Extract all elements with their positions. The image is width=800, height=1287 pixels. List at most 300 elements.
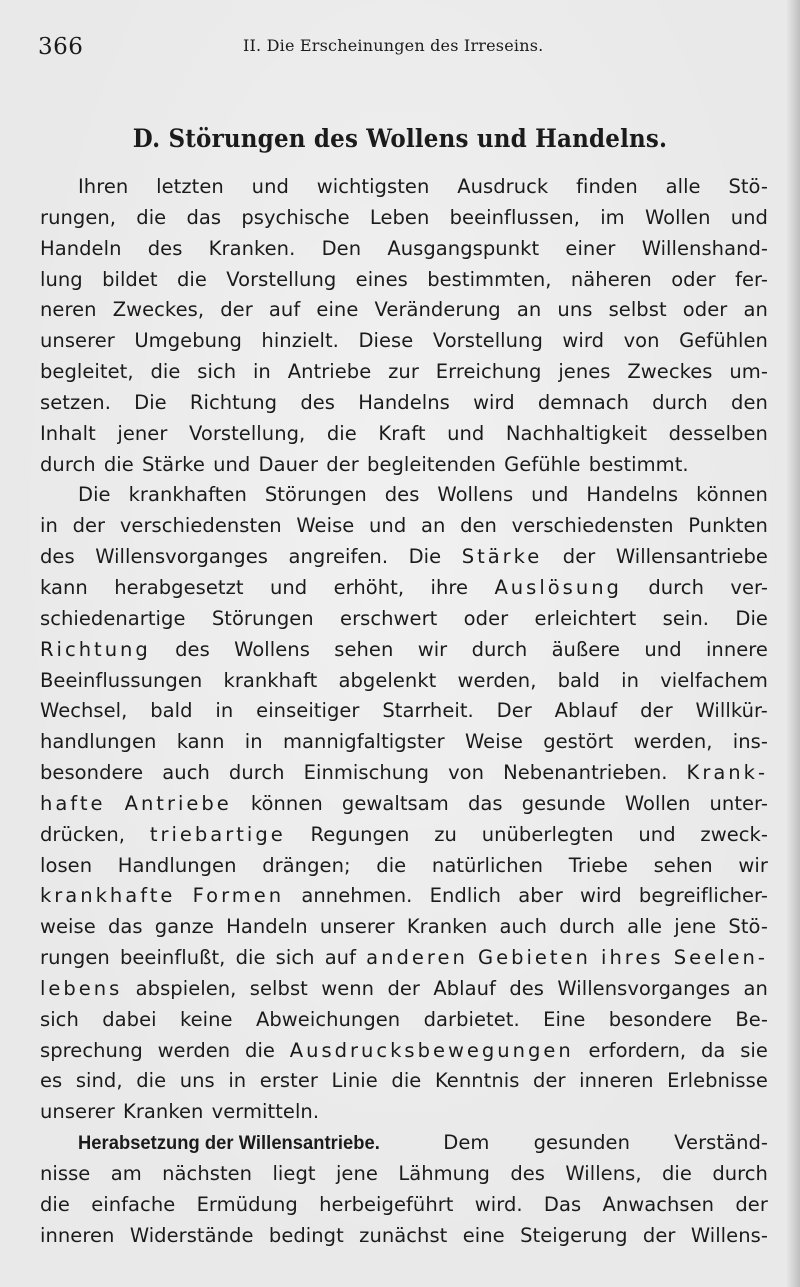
word: und [251,175,289,198]
word: vielfachem [660,668,768,692]
word: herabgesetzt [114,575,244,599]
text-line [40,357,768,388]
word: wir [738,853,768,877]
text-line [40,604,768,635]
word: können [250,791,323,815]
word: hafte [40,791,106,815]
word: gewaltsam [341,791,449,815]
word: lebens [40,976,123,1000]
word: die [150,360,181,384]
word: Krank- [686,761,768,785]
word: Verständ- [674,1131,768,1155]
word: sich [197,360,237,384]
text-line [40,1128,768,1159]
word: vermitteln. [211,1100,320,1124]
word: des [175,637,210,661]
body-text [40,172,768,1252]
text-line [40,1097,768,1128]
word: Antriebe [124,791,232,815]
word: der [220,298,253,322]
word: gesunden [533,1131,631,1155]
word: durch [712,1162,768,1185]
word: Gefühlen [679,329,768,353]
word: Zweckes, [112,298,205,322]
word: unserer [40,329,115,353]
word: wird [473,390,515,414]
word: begleitet, [40,360,134,384]
word: Kenntnis [434,1069,520,1093]
word: die [103,452,134,476]
word: zweck- [700,822,768,846]
word: Umgebung [134,329,242,353]
word: Formen [192,884,285,908]
word: durch [559,915,615,939]
word: an [743,298,768,322]
word: besondere [40,761,144,785]
word: an [743,976,768,1000]
word: werden, [633,730,713,754]
word: Steigerung [520,1223,628,1247]
word: nisse [40,1162,91,1185]
word: Wollens [437,483,514,507]
word: der [387,976,420,1000]
word: Regungen [310,822,410,846]
word: Handeln [40,236,122,260]
word: oder [463,606,509,630]
word: Beeinflussungen [40,668,203,692]
word: in [40,514,58,538]
word: erster [259,1069,318,1093]
word: Stö- [728,915,768,939]
word: die [136,205,167,229]
word: Linie [331,1069,378,1093]
word: weise [40,915,96,939]
text-line [40,1190,768,1221]
word: Störungen [264,483,367,507]
word: und [638,822,676,846]
word: Widerstände [129,1223,254,1247]
word: verschiedensten [119,514,282,538]
text-line [40,326,768,357]
text-line [40,943,768,974]
text-line [40,666,768,697]
word: rungen, [40,205,117,229]
word: Richtung [40,637,151,661]
text-line [40,727,768,758]
word: Kranken. [208,236,296,260]
word: liegt [272,1162,316,1185]
page-number: 366 [38,34,84,60]
section-title: D. Störungen des Wollens und Handelns. [132,124,668,153]
word: sehen [653,853,713,877]
word: Vorstellung, [188,421,306,445]
word: Stärke [461,545,543,569]
word: Seelen- [673,946,768,970]
word: Vorstellung [226,267,337,291]
word: anderen [366,946,468,970]
paragraph-heading: Herabsetzung der Willensantriebe. [78,1132,380,1155]
word: Antriebe [287,360,372,384]
word: zur [388,360,419,384]
word: abgelenkt [338,668,437,692]
word: Handelns [586,483,679,507]
word: des [384,483,420,507]
word: die [136,1069,167,1093]
word: Ablauf [554,699,618,723]
word: unserer [40,1100,115,1124]
word: Ermüdung [196,1192,298,1216]
word: bedingt [268,1223,344,1247]
word: das [107,915,143,939]
word: Kranken [123,1100,204,1124]
text-line [40,1221,768,1252]
word: Stärke [141,452,205,476]
word: die [245,1038,275,1062]
word: einer [565,236,616,260]
word: wird. [474,1192,523,1216]
word: neren [40,298,97,322]
text-line [40,789,768,820]
running-head: II. Die Erscheinungen des Irreseins. [243,36,544,55]
word: sie [740,1038,768,1062]
word: Veränderung [374,298,501,322]
word: wir [417,637,448,661]
word: im [600,205,625,229]
text-line [40,912,768,943]
word: bestimmten, [427,267,552,291]
word: kann [40,575,88,599]
word: triebartige [149,822,286,846]
word: Die [134,390,167,414]
word: natürlichen [431,853,544,877]
word: durch [648,575,704,599]
word: Punkten [688,514,768,538]
word: Ausgangspunkt [387,236,540,260]
word: Triebe [568,853,628,877]
word: Wollen [624,791,691,815]
word: Wollens [234,637,310,661]
word: jene [674,915,717,939]
word: Gefühle [504,452,581,476]
word: wenn [321,976,375,1000]
word: wird [580,884,622,908]
word: krankhaften [128,483,247,507]
word: Willensvorganges [95,545,268,569]
text-line [40,203,768,234]
word: Willens- [690,1223,768,1247]
word: des [510,1162,545,1185]
word: Willkür- [695,699,768,723]
word: des [147,236,183,260]
word: Einmischung [303,761,430,785]
word: einseitiger [256,699,360,723]
word: letzten [156,175,224,198]
word: an [516,298,542,322]
word: ganze [154,915,214,939]
text-line [40,234,768,265]
word: da [700,1038,726,1062]
word: gestört [543,730,614,754]
word: Richtung [189,390,278,414]
word: den [731,390,768,414]
word: Dauer [258,452,319,476]
word: dabei [102,1007,157,1031]
word: durch [652,390,708,414]
text-line [40,480,768,511]
word: äußere [551,637,621,661]
word: selbst [249,976,308,1000]
word: handlungen [40,730,157,754]
word: auf [268,298,301,322]
word: drängen; [262,853,351,877]
text-line [40,172,768,203]
word: an [420,514,446,538]
word: jener [117,421,168,445]
word: sich [275,946,315,970]
word: Inhalt [40,421,96,445]
text-line [40,1066,768,1097]
word: Stö- [728,175,768,198]
word: können [696,483,768,507]
word: Abweichungen [255,1007,401,1031]
word: drücken, [40,822,126,846]
word: sind, [75,1069,123,1093]
word: eine [462,1223,505,1247]
word: jene [335,1162,378,1185]
text-line [40,696,768,727]
text-line [40,851,768,882]
word: am [110,1162,142,1185]
word: ins- [732,730,768,754]
word: es [40,1069,63,1093]
word: ihre [430,575,469,599]
word: beeinflussen, [449,205,580,229]
word: Die [735,606,768,630]
word: Dem [443,1131,490,1155]
word: Ausdrucksbewegungen [289,1038,574,1062]
word: Willensvorganges [557,976,731,1000]
word: Leben [369,205,430,229]
word: werden, [457,668,537,692]
text-line [40,419,768,450]
word: Eine [543,1007,586,1031]
word: die [235,946,266,970]
word: Wollen [644,205,711,229]
word: einfache [91,1192,176,1216]
word: näheren [570,267,652,291]
word: lung [40,267,83,291]
word: in [244,730,263,754]
word: mannigfaltigster [282,730,445,754]
word: finden [576,175,638,198]
word: uns [557,298,593,322]
word: das [186,205,222,229]
word: krankhaft [223,668,318,692]
word: erleichtert [534,606,637,630]
word: alle [627,915,663,939]
word: abspielen, [135,976,237,1000]
word: aber [518,884,563,908]
word: bestimmt. [588,452,689,476]
word: Willens, [565,1162,642,1185]
word: bald [557,668,600,692]
word: und [447,421,485,445]
word: Nebenantrieben. [503,761,668,785]
word: und [531,483,569,507]
word: Den [321,236,362,260]
word: Starrheit. [382,699,474,723]
word: losen [40,853,93,877]
word: durch [471,637,528,661]
word: Weise [296,514,355,538]
word: sehen [334,637,394,661]
word: und [644,637,682,661]
word: Die [408,545,442,569]
word: der [562,545,596,569]
text-line [40,974,768,1005]
word: der [72,514,106,538]
word: der [640,699,673,723]
word: die [326,421,357,445]
word: nächsten [162,1162,253,1185]
page-edge-shadow [786,0,800,1287]
word: in [252,360,271,384]
word: oder [671,267,716,291]
word: von [448,761,485,785]
text-line [40,450,768,481]
word: beeinflußt, [119,946,226,970]
word: desselben [668,421,768,445]
word: alle [665,175,701,198]
word: der [533,1069,566,1093]
word: erschwert [340,606,438,630]
word: Erlebnisse [667,1069,768,1093]
word: Ausdruck [457,175,549,198]
word: angreifen. [288,545,389,569]
word: psychische [241,205,350,229]
word: Willensantriebe [615,545,768,569]
text-line [40,758,768,789]
word: Willenshand- [641,236,768,260]
word: sich [40,1007,79,1031]
word: Zweckes [627,360,713,384]
word: und [730,205,768,229]
word: Be- [735,1007,768,1031]
word: Gebieten [477,946,591,970]
word: auch [162,761,210,785]
word: keine [179,1007,233,1031]
word: und [369,514,407,538]
word: inneren [40,1223,115,1247]
word: Weise [464,730,523,754]
word: zunächst [359,1223,448,1247]
word: die [661,1162,692,1185]
word: inneren [579,1069,654,1093]
word: die [376,853,407,877]
word: auf [324,946,357,970]
word: des [509,976,545,1000]
word: durch [40,452,96,476]
word: krankhafte [40,884,176,908]
word: schiedenartige [40,606,186,630]
word: Vorstellung [432,329,543,353]
word: sprechung [40,1038,143,1062]
word: des [300,390,335,414]
word: unter- [709,791,768,815]
word: unserer [319,915,395,939]
page-header [38,30,768,60]
word: in [621,668,640,692]
word: herbeigeführt [319,1192,454,1216]
word: begreiflicher- [638,884,768,908]
word: der [326,452,359,476]
text-line [40,573,768,604]
word: Anwachsen [602,1192,715,1216]
word: kann [176,730,225,754]
text-line [40,295,768,326]
word: Das [543,1192,582,1216]
word: Ihren [78,175,129,198]
word: Handlungen [117,853,237,877]
word: darbietet. [423,1007,520,1031]
word: Endlich [429,884,501,908]
word: bald [150,699,193,723]
text-line [40,1159,768,1190]
word: rungen [40,946,110,970]
word: durch [228,761,285,785]
word: uns [179,1069,215,1093]
word: das [467,791,503,815]
word: gesunde [521,791,606,815]
word: wird [562,329,605,353]
word: die [391,1069,422,1093]
word: der [642,1223,676,1247]
word: auch [499,915,548,939]
word: Kraft [378,421,426,445]
word: besondere [608,1007,712,1031]
text-line [40,388,768,419]
word: Handelns [358,390,450,414]
text-line [40,511,768,542]
word: des [40,545,75,569]
word: setzen. [40,390,111,414]
word: Nachhaltigkeit [505,421,648,445]
word: und [213,452,251,476]
text-line [40,1036,768,1067]
word: werden [157,1038,231,1062]
word: oder [682,298,728,322]
word: Wechsel, [40,699,128,723]
word: und [269,575,308,599]
word: jenes [558,360,611,384]
word: sein. [662,606,710,630]
word: Ablauf [433,976,496,1000]
word: Auslösung [494,575,622,599]
word: in [228,1069,247,1093]
word: eine [316,298,359,322]
text-line [40,542,768,573]
word: wichtigsten [316,175,430,198]
word: erfordern, [588,1038,687,1062]
word: um- [729,360,768,384]
word: den [460,514,497,538]
word: die [40,1192,70,1216]
word: ihres [601,946,664,970]
word: eines [355,267,408,291]
word: bildet [102,267,158,291]
word: Erreichung [435,360,542,384]
word: fer- [735,267,768,291]
